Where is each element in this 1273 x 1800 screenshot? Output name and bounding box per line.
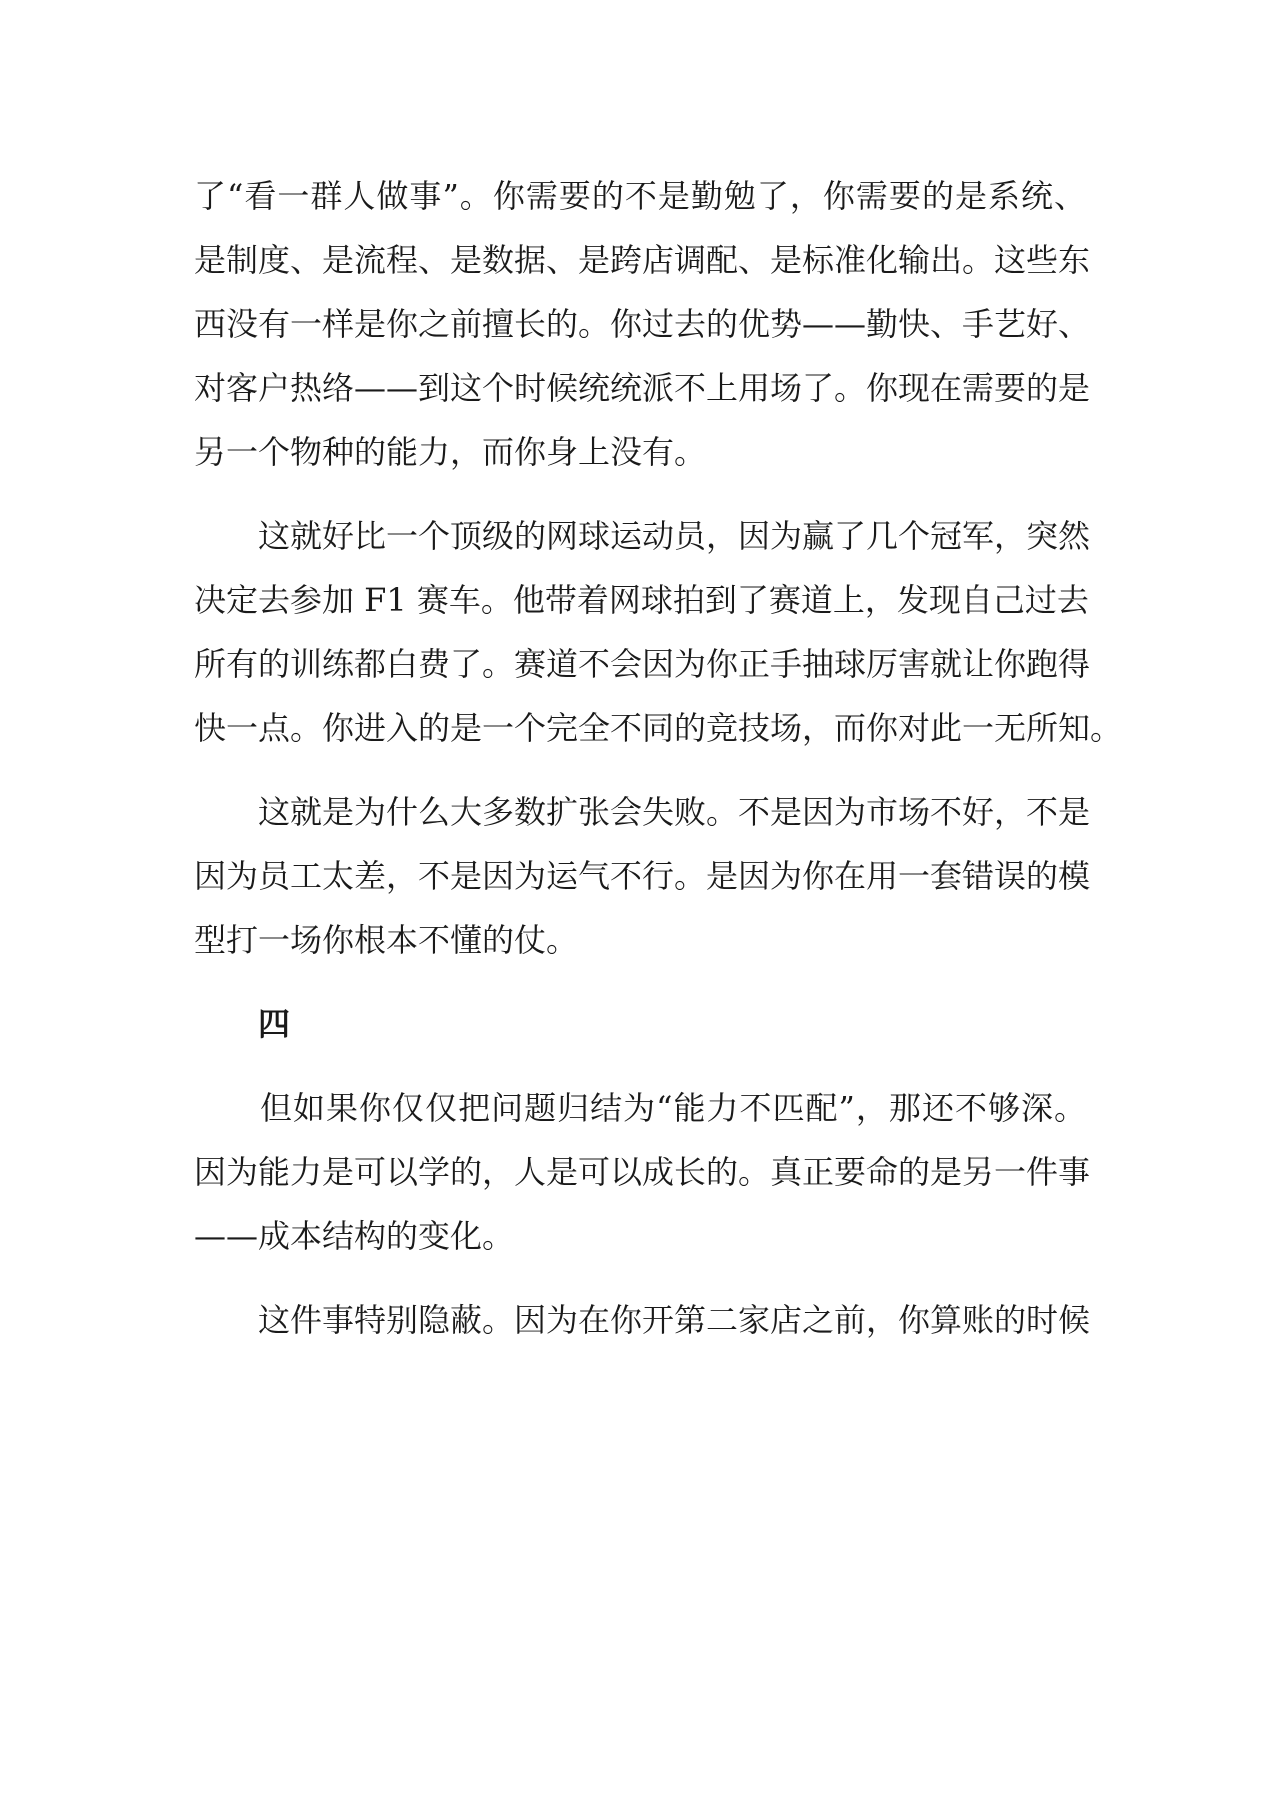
text-line: 快一点。你进入的是一个完全不同的竞技场，而你对此一无所知。 (194, 709, 1123, 747)
paragraph-2 (194, 504, 1123, 760)
text-line: 是制度、是流程、是数据、是跨店调配、是标准化输出。这些东 (194, 241, 1091, 279)
text-line: ——成本结构的变化。 (194, 1217, 515, 1255)
text-line: 西没有一样是你之前擅长的。你过去的优势——勤快、手艺好、 (194, 305, 1091, 343)
text-line: 所有的训练都白费了。赛道不会因为你正手抽球厉害就让你跑得 (194, 645, 1091, 683)
section-heading: 四 (258, 1005, 291, 1043)
text-line: 因为员工太差，不是因为运气不行。是因为你在用一套错误的模 (194, 857, 1091, 895)
paragraph-1 (194, 164, 1091, 484)
text-line: 另一个物种的能力，而你身上没有。 (194, 433, 707, 471)
text-line: 这就是为什么大多数扩张会失败。不是因为市场不好，不是 (194, 793, 1091, 831)
paragraph-3 (194, 780, 1091, 972)
text-line: 因为能力是可以学的，人是可以成长的。真正要命的是另一件事 (194, 1153, 1091, 1191)
text-line: 这就好比一个顶级的网球运动员，因为赢了几个冠军，突然 (194, 517, 1091, 555)
paragraph-4 (194, 1076, 1091, 1268)
text-line: 这件事特别隐蔽。因为在你开第二家店之前，你算账的时候 (194, 1301, 1091, 1339)
text-line: 但如果你仅仅把问题归结为“能力不匹配”，那还不够深。 (194, 1089, 1086, 1127)
text-line: 了“看一群人做事”。你需要的不是勤勉了，你需要的是系统、 (194, 177, 1086, 215)
text-line: 决定去参加 F1 赛车。他带着网球拍到了赛道上，发现自己过去 (194, 581, 1089, 619)
text-line: 对客户热络——到这个时候统统派不上用场了。你现在需要的是 (194, 369, 1091, 407)
paragraph-5 (194, 1288, 1091, 1352)
text-line: 型打一场你根本不懂的仗。 (194, 921, 579, 959)
document-page (194, 164, 1123, 1372)
